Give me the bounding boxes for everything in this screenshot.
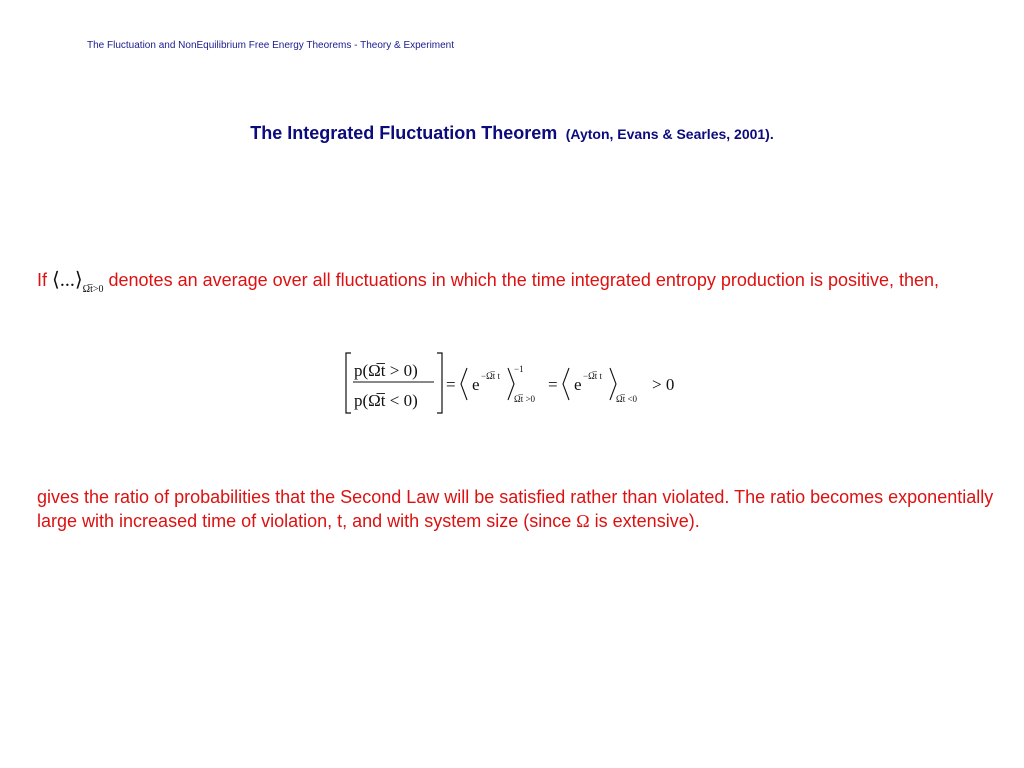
exp-power-2: −Ω̅t t [583, 371, 603, 381]
ratio-denominator: p(Ω̅t < 0) [354, 391, 418, 410]
conclusion-text-end: is extensive). [594, 511, 700, 531]
left-angle-2 [563, 368, 569, 400]
exp-power-1: −Ω̅t t [481, 371, 501, 381]
conclusion-paragraph [37, 485, 997, 533]
conclusion-text: gives the ratio of probabilities that the Second Law will be satisfied rather than violated. The ratio becomes exponentially large with increased time of violation, t, and with system size (since [37, 487, 994, 531]
title-main: The Integrated Fluctuation Theorem [250, 123, 558, 143]
title-citation: (Ayton, Evans & Searles, 2001). [565, 126, 774, 142]
slide-header: The Fluctuation and NonEquilibrium Free Energy Theorems - Theory & Experiment [87, 40, 455, 51]
left-bracket [346, 353, 351, 413]
definition-paragraph [37, 268, 997, 296]
omega-symbol: Ω [576, 511, 590, 531]
paragraph-prefix: If [37, 270, 48, 290]
equals-sign-2: = [548, 375, 558, 394]
subscript-positive: Ω̅t >0 [514, 394, 536, 404]
slide-title [0, 123, 1024, 144]
ratio-numerator: p(Ω̅t > 0) [354, 361, 418, 380]
definition-text: denotes an average over all fluctuations in which the time integrated entropy production is positive, then, [108, 270, 940, 290]
inline-average-symbol [52, 268, 103, 296]
exp-base-1: e [472, 375, 480, 394]
greater-than-zero: > 0 [652, 375, 675, 394]
inline-average-subscript: Ω̅t>0 [82, 284, 104, 295]
formula-graphic [342, 350, 702, 420]
inverse-power: −1 [514, 364, 524, 374]
left-angle-1 [461, 368, 467, 400]
equals-sign-1: = [446, 375, 456, 394]
subscript-negative: Ω̅t <0 [616, 394, 638, 404]
integrated-ft-formula [342, 350, 702, 420]
right-bracket [437, 353, 442, 413]
exp-base-2: e [574, 375, 582, 394]
inline-average-brackets: ⟨...⟩ [52, 269, 83, 291]
